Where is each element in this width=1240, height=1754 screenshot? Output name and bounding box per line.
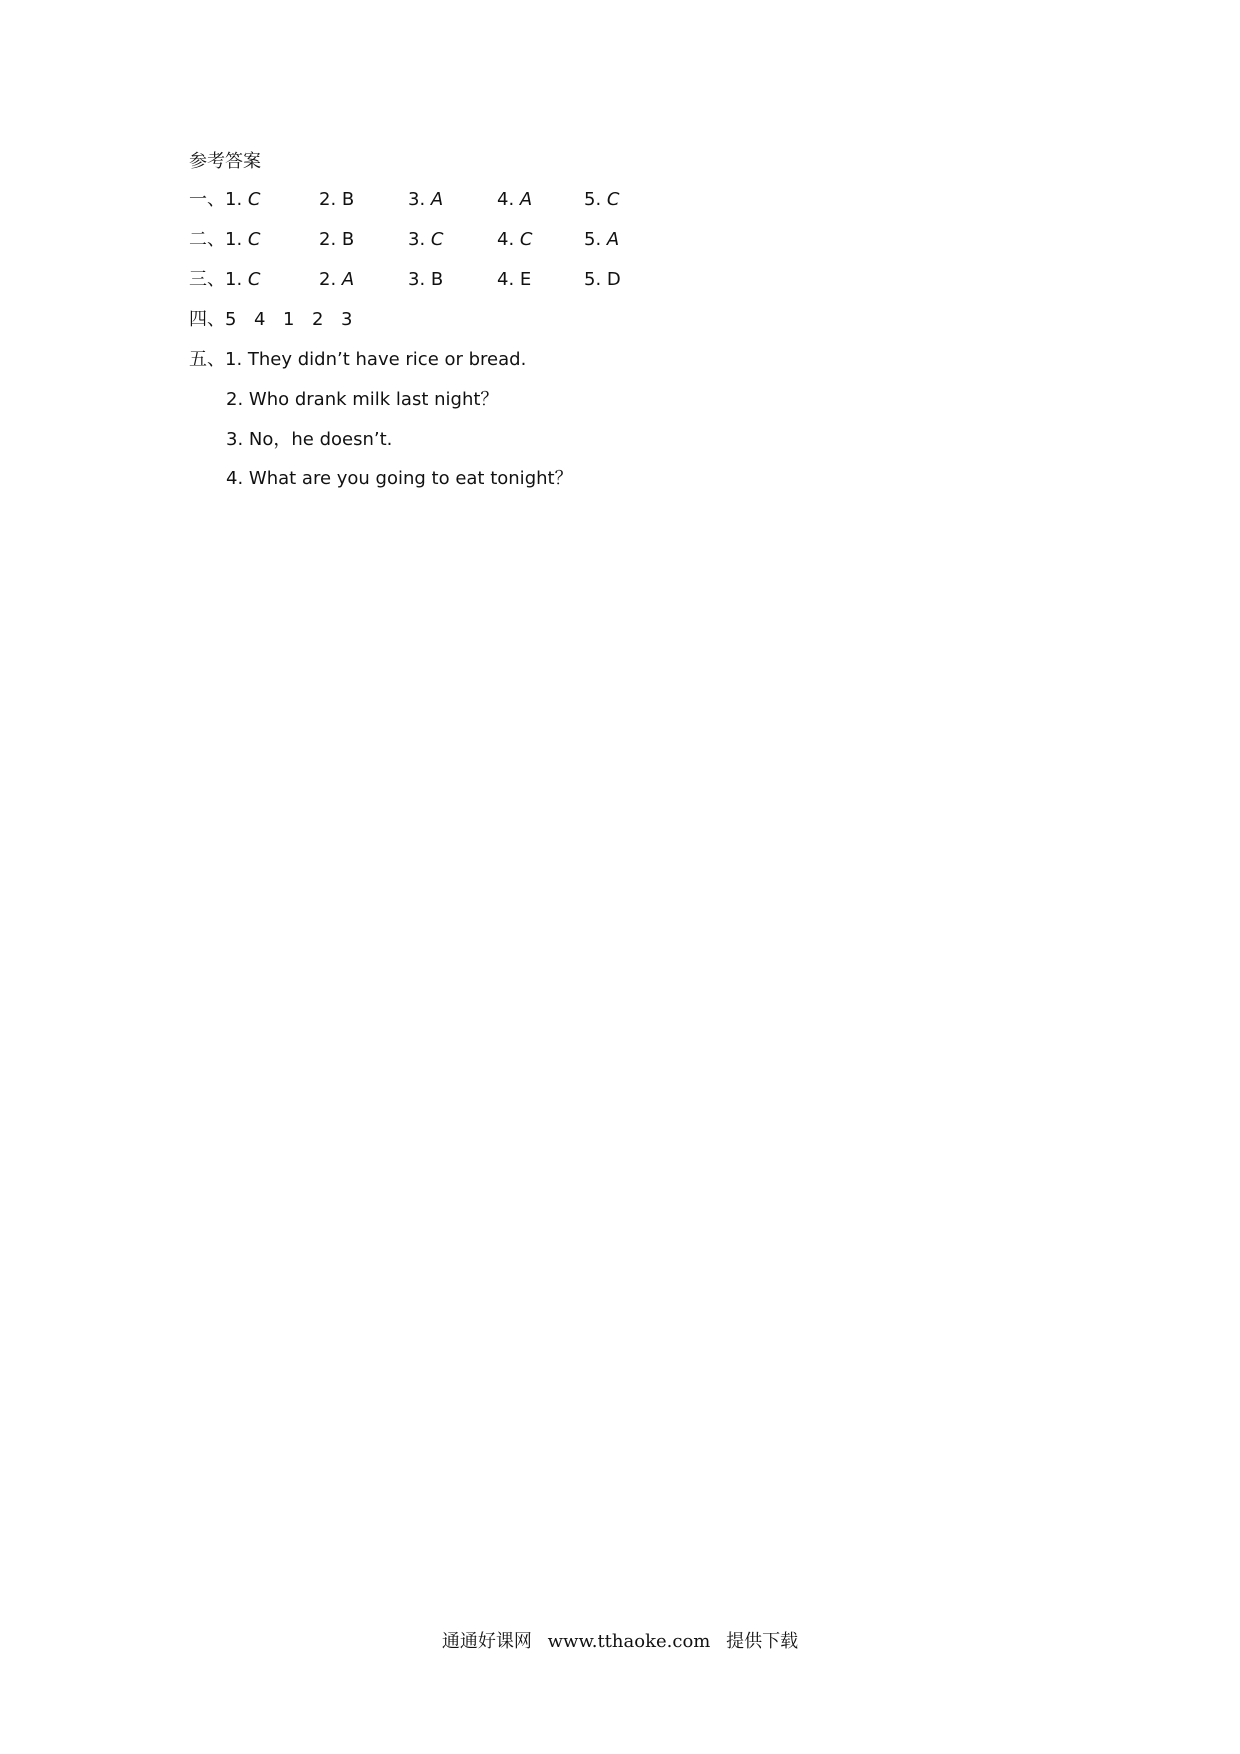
sequence-item: 2: [312, 309, 324, 330]
answer-sentence: 4. What are you going to eat tonight？: [226, 468, 573, 489]
sequence-item: 3: [341, 309, 353, 330]
page-title: 参考答案: [189, 151, 261, 172]
answer-item: 1. C: [225, 229, 261, 250]
section-label: 一、: [189, 189, 225, 210]
answer-sentence: 2. Who drank milk last night？: [226, 389, 499, 410]
answer-item: 2. A: [319, 269, 355, 290]
answer-sentence: 1. They didn’t have rice or bread.: [225, 349, 527, 370]
answer-item: 2. B: [319, 189, 355, 210]
footer-url: www.tthaoke.com: [547, 1631, 711, 1652]
section-label: 五、: [189, 349, 225, 370]
sequence-item: 4: [254, 309, 266, 330]
page-footer: [0, 1630, 1240, 1654]
answer-item: 3. A: [408, 189, 444, 210]
answer-item: 5. D: [584, 269, 621, 290]
answer-item: 4. C: [497, 229, 533, 250]
section-label: 四、: [189, 309, 225, 330]
answer-sentence: 3. No，he doesn’t.: [226, 429, 393, 450]
section-label: 三、: [189, 269, 225, 290]
section-label: 二、: [189, 229, 225, 250]
sequence-item: 5: [225, 309, 237, 330]
answer-item: 3. B: [408, 269, 444, 290]
answer-item: 5. A: [584, 229, 620, 250]
answer-item: 2. B: [319, 229, 355, 250]
answer-item: 1. C: [225, 269, 261, 290]
footer-site-name: 通通好课网: [441, 1631, 532, 1652]
answer-item: 1. C: [225, 189, 261, 210]
answer-item: 3. C: [408, 229, 444, 250]
answer-item: 4. E: [497, 269, 532, 290]
answer-item: 5. C: [584, 189, 620, 210]
order-sequence: [225, 307, 370, 333]
sequence-item: 1: [283, 309, 295, 330]
footer-suffix: 提供下载: [726, 1631, 799, 1652]
answer-item: 4. A: [497, 189, 533, 210]
